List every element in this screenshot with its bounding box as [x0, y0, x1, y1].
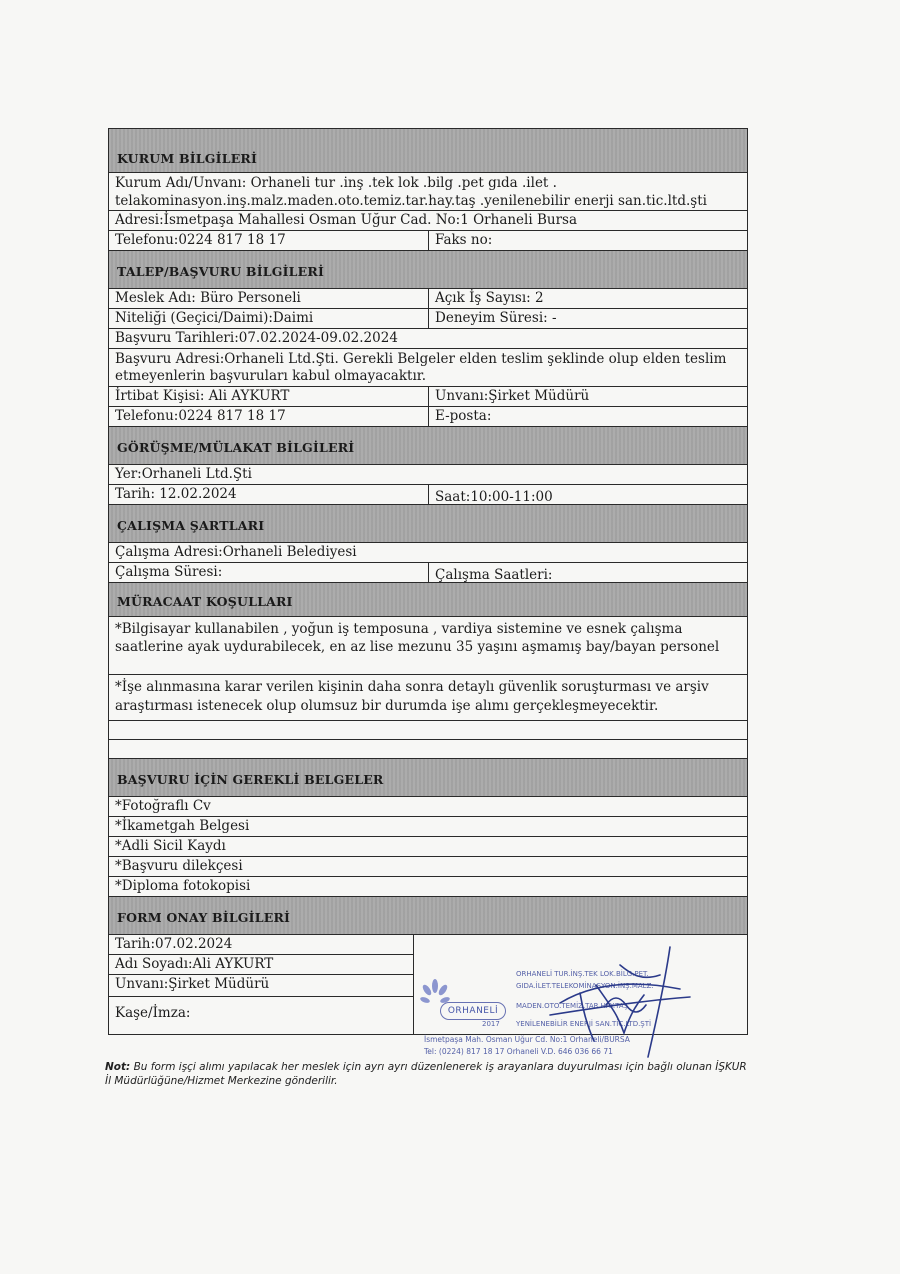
blank-row: [109, 740, 747, 759]
muracaat-condition1: *Bilgisayar kullanabilen , yoğun iş temposuna , vardiya sistemine ve esnek çalışma saatlerine ayak uydurabilecek, en az lise mezunu 35 yaşını aşmamış bay/bayan personel: [115, 621, 720, 655]
section-title: KURUM BİLGİLERİ: [117, 151, 258, 166]
section-header-calisma: [109, 505, 747, 543]
kurum-name-line2: telakominasyon.inş.malz.maden.oto.temiz.tar.hay.taş .yenilenebilir enerji san.tic.ltd.şti: [115, 193, 707, 209]
section-header-belgeler: [109, 759, 747, 797]
section-header-kurum: [109, 129, 747, 173]
section-title: ÇALIŞMA ŞARTLARI: [117, 518, 265, 533]
talep-profession: Meslek Adı: Büro Personeli: [109, 289, 429, 308]
talep-profession-row: [109, 289, 747, 309]
kurum-name-cell: [109, 173, 747, 210]
section-title: BAŞVURU İÇİN GEREKLİ BELGELER: [117, 772, 384, 787]
talep-apply-address-row: [109, 349, 747, 387]
blank-cell: [109, 740, 747, 758]
section-title: TALEP/BAŞVURU BİLGİLERİ: [117, 264, 325, 279]
belge-row: [109, 837, 747, 857]
belge-item: *Diploma fotokopisi: [115, 878, 251, 894]
kurum-address-row: [109, 211, 747, 231]
onay-stamp-label: Kaşe/İmza:: [109, 997, 414, 1034]
note-text: Bu form işçi alımı yapılacak her meslek için ayrı ayrı düzenlenerek iş arayanlara duyurulması için bağlı olunan İŞKUR İl Müdürlüğüne/Hizmet Merkezine gönderilir.: [105, 1061, 747, 1087]
stamp-line4: YENİLENEBİLİR ENERJİ SAN.TİC.LTD.ŞTİ: [516, 1020, 652, 1028]
gorusme-date-row: [109, 485, 747, 505]
stamp-line5: İsmetpaşa Mah. Osman Uğur Cd. No:1 Orhaneli/BURSA: [424, 1035, 630, 1044]
talep-nature-row: [109, 309, 747, 329]
section-title: FORM ONAY BİLGİLERİ: [117, 910, 291, 925]
talep-phone: Telefonu:0224 817 18 17: [109, 407, 429, 426]
talep-contact-title: Unvanı:Şirket Müdürü: [435, 388, 590, 404]
belge-item: *Başvuru dilekçesi: [115, 858, 243, 874]
talep-dates: Başvuru Tarihleri:07.02.2024-09.02.2024: [115, 330, 398, 346]
muracaat-condition2: *İşe alınmasına karar verilen kişinin daha sonra detaylı güvenlik soruşturması ve arşiv araştırması istenecek olup olumsuz bir durumda işe alımı gerçekleşmeyecektir.: [115, 679, 709, 714]
belge-row: [109, 857, 747, 877]
kurum-name-row: [109, 173, 747, 211]
onay-date: Tarih:07.02.2024: [109, 935, 414, 955]
section-title: MÜRACAAT KOŞULLARI: [117, 594, 293, 609]
kurum-phone: Telefonu:0224 817 18 17: [109, 231, 429, 250]
stamp-logo: ORHANELİ: [440, 1002, 506, 1020]
belge-item: *İkametgah Belgesi: [115, 818, 250, 834]
gorusme-place-row: [109, 465, 747, 485]
kurum-phone-row: [109, 231, 747, 251]
gorusme-date: Tarih: 12.02.2024: [109, 485, 429, 504]
muracaat-condition2-row: [109, 675, 747, 721]
belge-row: [109, 797, 747, 817]
talep-dates-row: [109, 329, 747, 349]
stamp-line1: ORHANELİ TUR.İNŞ.TEK LOK.BİLG.PET.: [516, 970, 649, 978]
muracaat-condition1-row: [109, 617, 747, 675]
talep-nature: Niteliği (Geçici/Daimi):Daimi: [109, 309, 429, 328]
belge-row: [109, 817, 747, 837]
talep-phone-row: [109, 407, 747, 427]
talep-contact: İrtibat Kişisi: Ali AYKURT: [109, 387, 429, 406]
footer-note: [105, 1060, 755, 1088]
calisma-duration-row: [109, 563, 747, 583]
onay-title: Unvanı:Şirket Müdürü: [109, 975, 414, 997]
gorusme-place: Yer:Orhaneli Ltd.Şti: [115, 466, 252, 482]
section-header-muracaat: [109, 583, 747, 617]
section-header-onay: [109, 897, 747, 935]
note-prefix: Not:: [105, 1061, 131, 1073]
kurum-name-line1: Kurum Adı/Unvanı: Orhaneli tur .inş .tek lok .bilg .pet gıda .ilet .: [115, 175, 557, 191]
onay-name: Adı Soyadı:Ali AYKURT: [109, 955, 414, 975]
signature-icon: [520, 945, 700, 1065]
stamp-line3: MADEN.OTO.TEMİZ.TAR.HAY.TAŞ: [516, 1002, 629, 1010]
section-header-gorusme: [109, 427, 747, 465]
gorusme-time: Saat:10:00-11:00: [435, 489, 553, 504]
talep-open-jobs: Açık İş Sayısı: 2: [435, 290, 544, 306]
section-header-talep: [109, 251, 747, 289]
talep-email: E-posta:: [435, 408, 492, 424]
calisma-address: Çalışma Adresi:Orhaneli Belediyesi: [115, 544, 357, 560]
calisma-address-row: [109, 543, 747, 563]
calisma-hours: Çalışma Saatleri:: [435, 567, 553, 582]
stamp-line6: Tel: (0224) 817 18 17 Orhaneli V.D. 646 036 66 71: [424, 1047, 613, 1056]
belge-item: *Adli Sicil Kaydı: [115, 838, 226, 854]
application-form: [108, 128, 748, 1035]
kurum-address: Adresi:İsmetpaşa Mahallesi Osman Uğur Cad. No:1 Orhaneli Bursa: [115, 212, 578, 228]
belge-row: [109, 877, 747, 897]
section-title: GÖRÜŞME/MÜLAKAT BİLGİLERİ: [117, 440, 355, 455]
blank-cell: [109, 721, 747, 739]
calisma-duration: Çalışma Süresi:: [109, 563, 429, 582]
talep-apply-address: Başvuru Adresi:Orhaneli Ltd.Şti. Gerekli Belgeler elden teslim şeklinde olup elden teslim etmeyenlerin başvuruları kabul olmayacaktır.: [115, 351, 727, 384]
stamp-year: 2017: [482, 1020, 500, 1028]
kurum-fax: Faks no:: [435, 232, 493, 248]
belge-item: *Fotoğraflı Cv: [115, 798, 211, 814]
blank-row: [109, 721, 747, 740]
stamp-line2: GIDA.İLET.TELEKOMİNASYON.İNŞ.MALZ.: [516, 982, 654, 990]
talep-experience: Deneyim Süresi: -: [435, 310, 557, 326]
talep-contact-row: [109, 387, 747, 407]
